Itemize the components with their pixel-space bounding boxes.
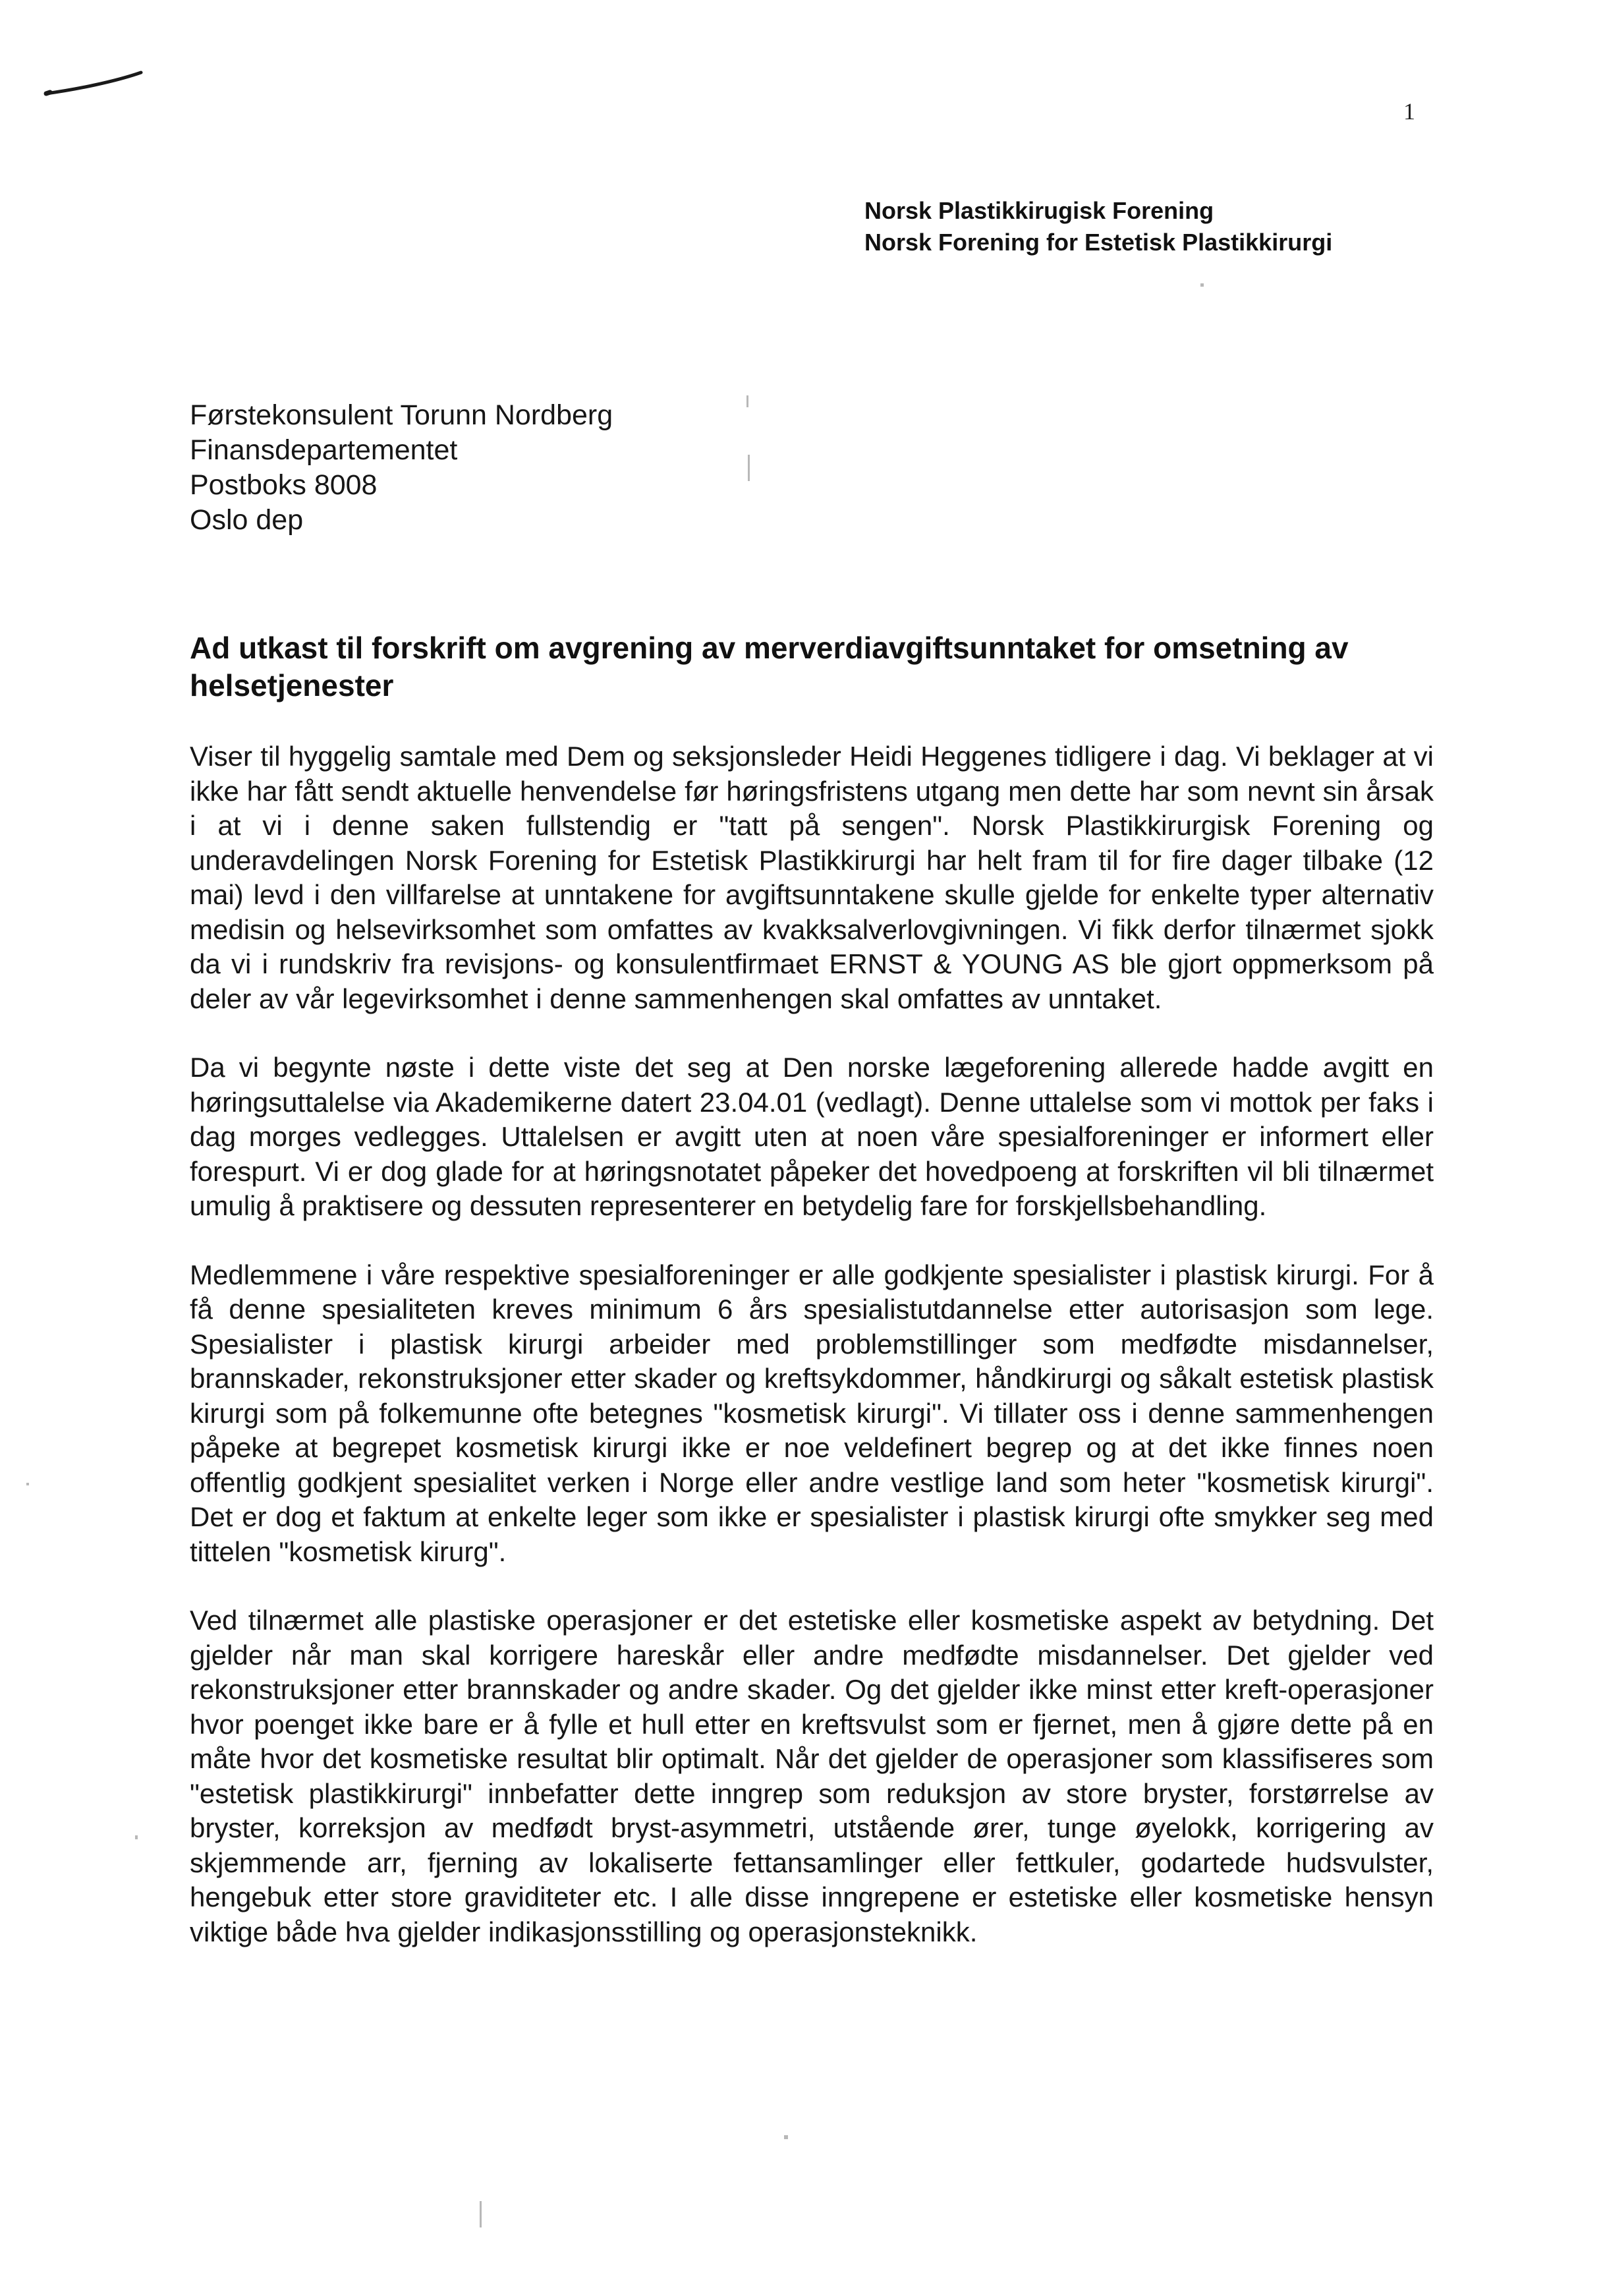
scan-speck — [1200, 283, 1204, 287]
body-paragraph: Ved tilnærmet alle plastiske operasjoner er det estetiske eller kosmetiske aspekt av betydning. Det gjelder når man skal korrigere hareskår eller andre medfødte misdannelser. Det gjelder ved rekonstruksjoner etter brannskader og andre skader. Og det gjelder ikke minst etter kreft-operasjoner hvor poenget ikke bare er å fylle et hull etter en kreftsvulst som er fjernet, men å gjøre dette på en måte hvor det kosmetiske resultat blir optimalt. Når det gjelder de operasjoner som klassifiseres som "estetisk plastikkirurgi" innbefatter dette inngrep som reduksjon av store bryster, forstørrelse av bryster, korreksjon av medfødt bryst-asymmetri, utstående ører, tunge øyelokk, korrigering av skjemmende arr, fjerning av lokaliserte fettansamlinger eller fettkuler, godartede hudsvulster, hengebuk etter store graviditeter etc. I alle disse inngrepene er estetiske eller kosmetiske hensyn viktige både hva gjelder indikasjonsstilling og operasjonsteknikk. — [190, 1605, 1434, 1947]
recipient-city: Oslo dep — [190, 504, 304, 536]
body-paragraph: Da vi begynte nøste i dette viste det seg at Den norske lægeforening allerede hadde avgitt en høringsuttalelse via Akademikerne datert 23.04.01 (vedlagt). Denne uttalelse som vi mottok per faks i dag morges vedlegges. Uttalelsen er avgitt uten at noen våre spesialforeninger er informert eller forespurt. Vi er dog glade for at høringsnotatet påpeker det hovedpoeng at forskriften vil bli tilnærmet umulig å praktisere og dessuten representerer en betydelig fare for forskjellsbehandling. — [190, 1052, 1434, 1221]
recipient-postbox: Postboks 8008 — [190, 469, 378, 501]
letter-body — [190, 739, 1434, 1984]
recipient-address — [190, 398, 613, 538]
scan-speck — [748, 455, 750, 481]
body-paragraph: Viser til hyggelig samtale med Dem og seksjonsleder Heidi Heggenes tidligere i dag. Vi beklager at vi ikke har fått sendt aktuelle henvendelse før høringsfristens utgang men dette har som nevnt sin årsak i at vi i denne saken fullstendig er "tatt på sengen". Norsk Plastikkirurgisk Forening og underavdelingen Norsk Forening for Estetisk Plastikkirurgi har helt fram til for fire dager tilbake (12 mai) levd i den villfarelse at unntakene for avgiftsunntakene skulle gjelde for enkelte typer alternativ medisin og helsevirksomhet som omfattes av kvakksalverlovgivningen. Vi fikk derfor tilnærmet sjokk da vi i rundskriv fra revisjons- og konsulentfirmaet ERNST & YOUNG AS ble gjort oppmerksom på deler av vår legevirksomhet i denne sammenhengen skal omfattes av unntaket. — [190, 741, 1434, 1014]
scan-speck — [784, 2135, 788, 2139]
scan-speck — [746, 395, 748, 407]
page-number: 1 — [1403, 98, 1415, 125]
scan-speck — [135, 1835, 138, 1839]
organization-header — [864, 195, 1332, 258]
scan-speck — [480, 2201, 482, 2227]
recipient-name: Førstekonsulent Torunn Nordberg — [190, 399, 613, 431]
body-paragraph: Medlemmene i våre respektive spesialforeninger er alle godkjente spesialister i plastisk kirurgi. For å få denne spesialiteten kreves minimum 6 års spesialistutdannelse etter autorisasjon som lege. Spesialister i plastisk kirurgi arbeider med problemstillinger som medfødte misdannelser, brannskader, rekonstruksjoner etter skader og kreftsykdommer, håndkirurgi og såkalt estetisk plastisk kirurgi som på folkemunne ofte betegnes "kosmetisk kirurgi". Vi tillater oss i denne sammenhengen påpeke at begrepet kosmetisk kirurgi ikke er noe veldefinert begrep og at det ikke finnes noen offentlig godkjent spesialitet verken i Norge eller andre vestlige land som heter "kosmetisk kirurgi". Det er dog et faktum at enkelte leger som ikke er spesialister i plastisk kirurgi ofte smykker seg med tittelen "kosmetisk kirurg". — [190, 1259, 1434, 1567]
organization-name-2: Norsk Forening for Estetisk Plastikkirurgi — [864, 229, 1333, 256]
scan-speck — [26, 1483, 29, 1485]
pen-stroke-mark — [42, 63, 148, 103]
recipient-organization: Finansdepartementet — [190, 434, 458, 466]
letter-subject: Ad utkast til forskrift om avgrening av merverdiavgiftsunntaket for omsetning av helsetjenester — [190, 631, 1349, 703]
organization-name-1: Norsk Plastikkirugisk Forening — [864, 197, 1214, 224]
